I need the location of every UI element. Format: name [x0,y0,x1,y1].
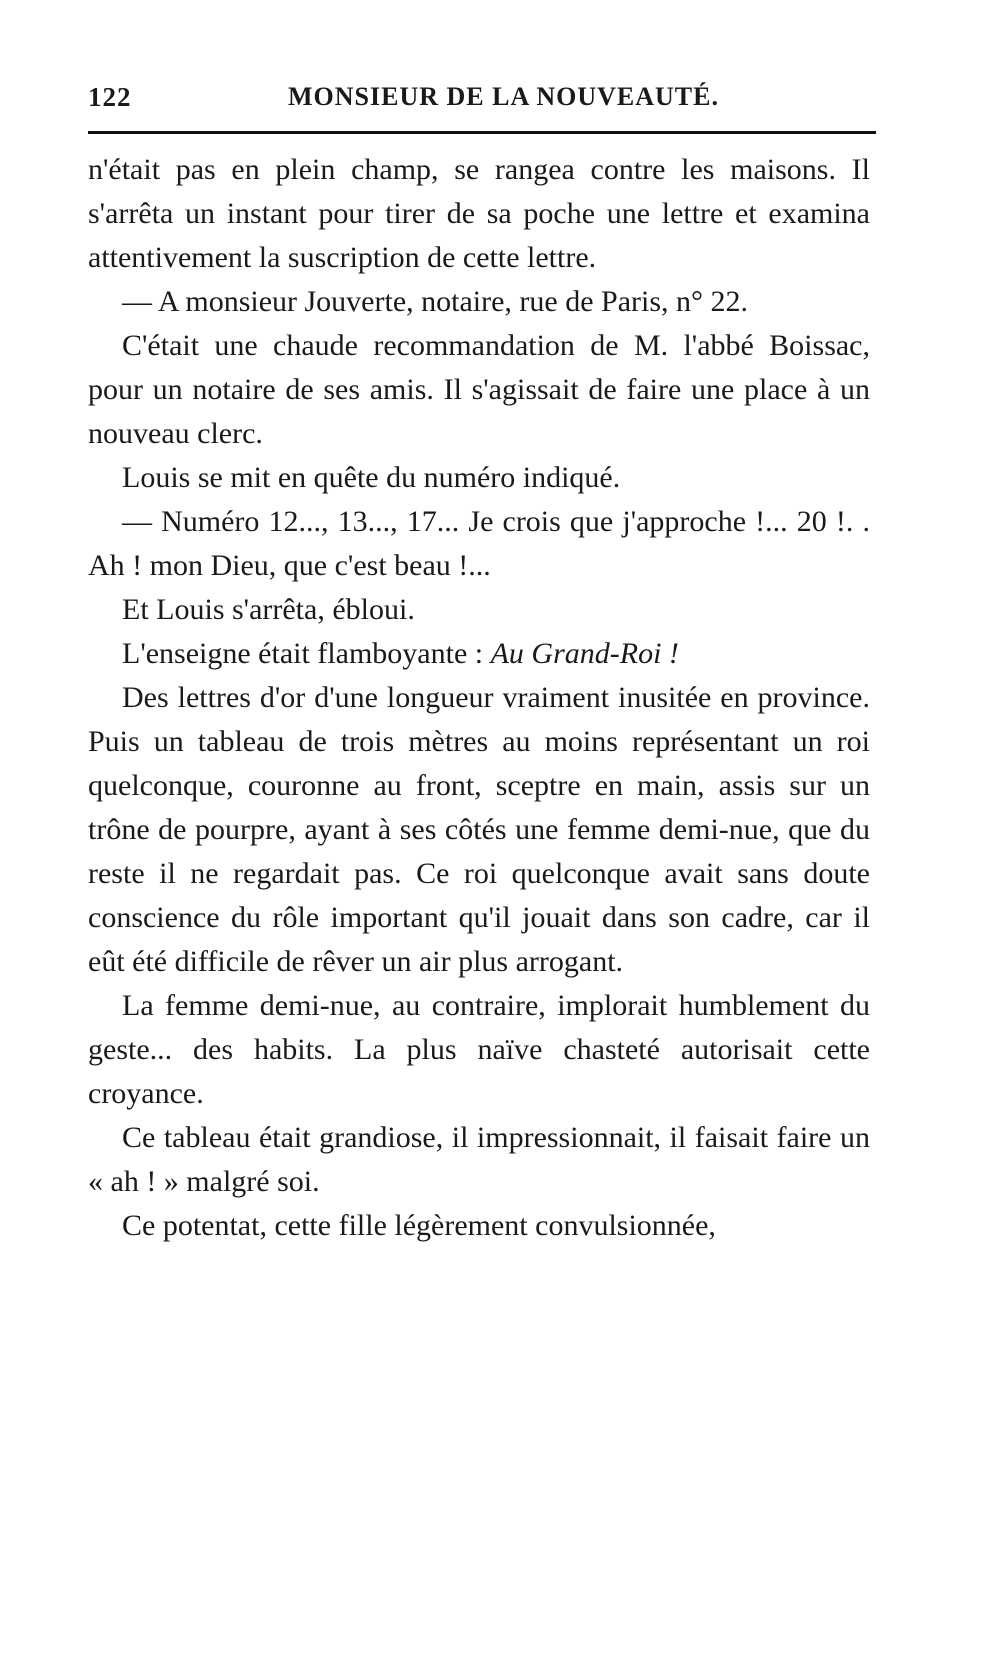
paragraph [88,632,870,676]
paragraph: Ce tableau était grandiose, il impressionnait, il faisait faire un « ah ! » malgré soi. [88,1121,870,1198]
header-rule [88,131,876,134]
paragraph: Louis se mit en quête du numéro indiqué. [122,461,621,494]
paragraph: C'était une chaude recommandation de M. l'abbé Boissac, pour un notaire de ses amis. Il s'agissait de faire une place à un nouveau clerc. [88,329,870,450]
shop-sign-name: Au Grand-Roi ! [490,637,679,670]
body-text [88,148,870,1248]
page-number: 122 [88,82,132,112]
page-header [88,82,870,122]
paragraph: Des lettres d'or d'une longueur vraiment inusitée en province. Puis un tableau de trois mètres au moins représentant un roi quelconque, couronne au front, sceptre en main, assis sur un trône de pourpre, ayant à ses côtés une femme demi-nue, que du reste il ne regardait pas. Ce roi quelconque avait sans doute conscience du rôle important qu'il jouait dans son cadre, car il eût été difficile de rêver un air plus arrogant. [88,681,870,978]
paragraph: — Numéro 12..., 13..., 17... Je crois que j'approche !... 20 !. . Ah ! mon Dieu, que c'est beau !... [88,505,870,582]
paragraph: La femme demi-nue, au contraire, implorait humblement du geste... des habits. La plus naïve chasteté autorisait cette croyance. [88,989,870,1110]
paragraph-text: L'enseigne était flamboyante : [122,637,491,670]
paragraph: Ce potentat, cette fille légèrement convulsionnée, [122,1209,716,1242]
paragraph: n'était pas en plein champ, se rangea contre les maisons. Il s'arrêta un instant pour tirer de sa poche une lettre et examina attentivement la suscription de cette lettre. [88,153,870,274]
running-title: MONSIEUR DE LA NOUVEAUTÉ. [288,82,719,111]
paragraph: — A monsieur Jouverte, notaire, rue de Paris, n° 22. [122,285,749,318]
paragraph: Et Louis s'arrêta, ébloui. [122,593,415,626]
